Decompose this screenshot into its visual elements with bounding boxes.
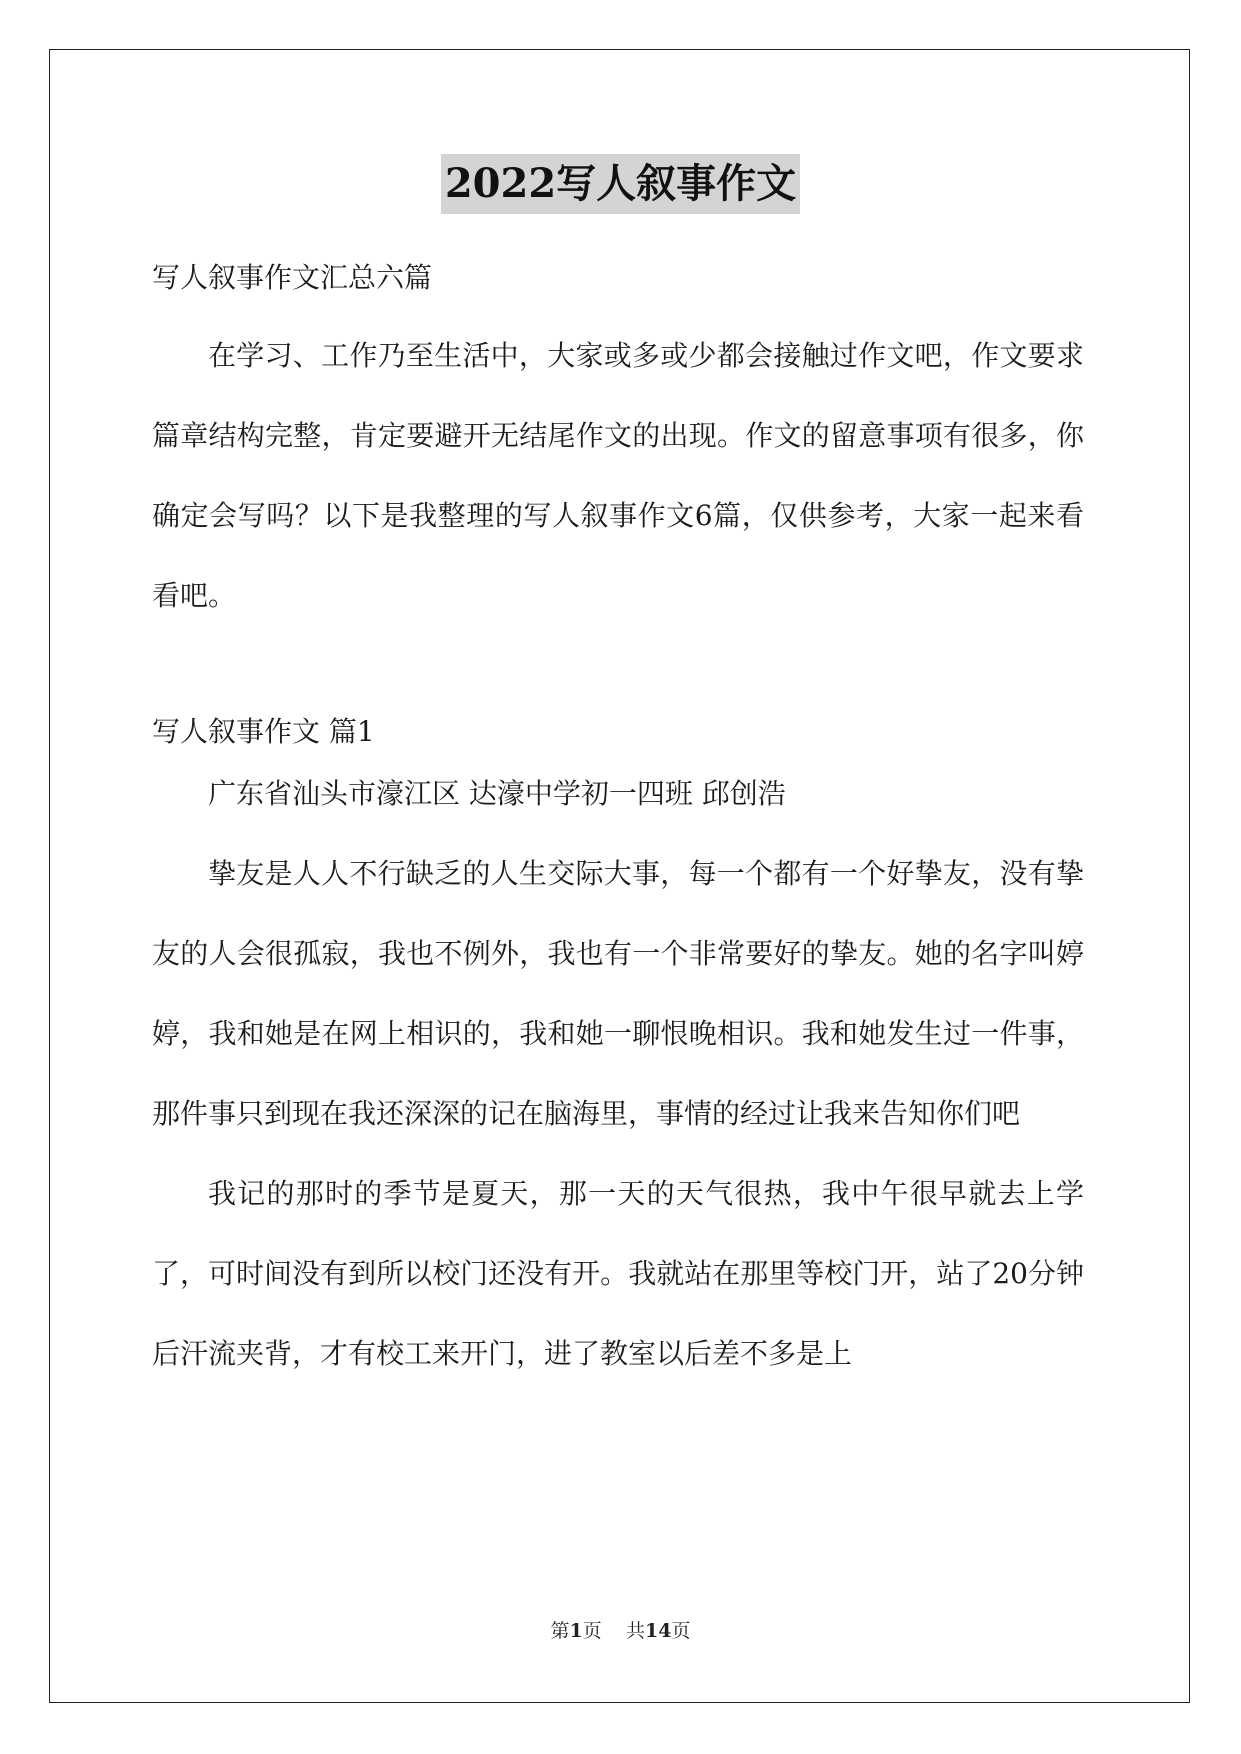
total-suffix: 页: [671, 1620, 691, 1642]
page-footer: [0, 1618, 1241, 1644]
intro-paragraph: 在学习、工作乃至生活中，大家或多或少都会接触过作文吧，作文要求篇章结构完整，肯定要避开无结尾作文的出现。作文的留意事项有很多，你确定会写吗？以下是我整理的写人叙事作文6篇，仅供参考，大家一起来看看吧。: [152, 339, 1084, 612]
page-number: 1: [569, 1620, 583, 1642]
page-suffix: 页: [582, 1620, 602, 1642]
page-prefix: 第: [550, 1620, 570, 1642]
intro-heading: 写人叙事作文汇总六篇: [152, 261, 433, 294]
total-pages: 14: [644, 1620, 672, 1642]
document-body: [152, 256, 1084, 1394]
total-prefix: 共: [625, 1620, 645, 1642]
document-title: 2022写人叙事作文: [441, 154, 800, 214]
body-paragraph-1: 挚友是人人不行缺乏的人生交际大事，每一个都有一个好挚友，没有挚友的人会很孤寂，我也不例外，我也有一个非常要好的挚友。她的名字叫婷婷，我和她是在网上相识的，我和她一聊恨晚相识。我和她发生过一件事，那件事只到现在我还深深的记在脑海里，事情的经过让我来告知你们吧: [152, 857, 1084, 1130]
body-paragraph-2: 我记的那时的季节是夏天，那一天的天气很热，我中午很早就去上学了，可时间没有到所以校门还没有开。我就站在那里等校门开，站了20分钟后汗流夹背，才有校工来开门，进了教室以后差不多是上: [152, 1177, 1084, 1370]
section-heading: 写人叙事作文 篇1: [152, 715, 375, 748]
author-line: 广东省汕头市濠江区 达濠中学初一四班 邱创浩: [208, 777, 786, 810]
title-container: [0, 154, 1241, 214]
